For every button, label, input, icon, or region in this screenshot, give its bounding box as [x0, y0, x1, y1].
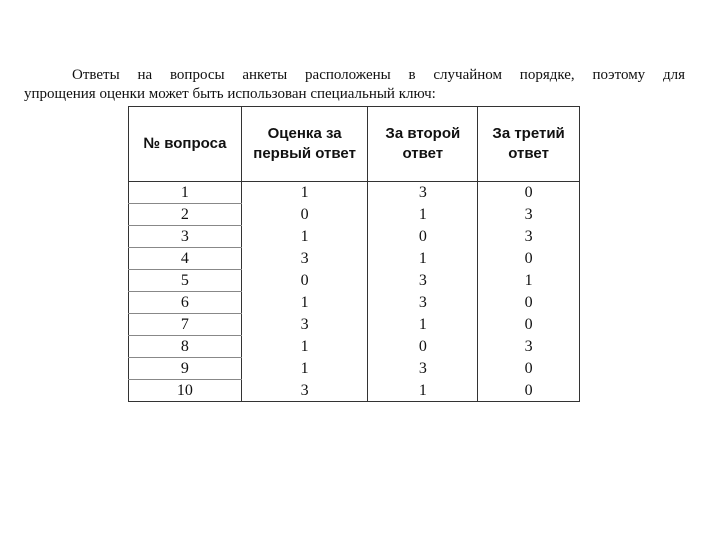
second-answer-score-cell: 1 [368, 314, 478, 336]
first-answer-score-cell: 1 [241, 182, 368, 204]
question-number-cell: 2 [129, 204, 242, 226]
header-question-number: № вопроса [129, 107, 242, 182]
table-header-row [129, 107, 580, 182]
table-row [129, 314, 580, 336]
third-answer-score-cell: 3 [478, 204, 580, 226]
third-answer-score-cell: 3 [478, 226, 580, 248]
first-answer-score-cell: 3 [241, 380, 368, 402]
table-row [129, 380, 580, 402]
first-answer-score-cell: 1 [241, 292, 368, 314]
question-number-cell: 9 [129, 358, 242, 380]
second-answer-score-cell: 3 [368, 292, 478, 314]
question-number-cell: 4 [129, 248, 242, 270]
second-answer-score-cell: 3 [368, 358, 478, 380]
answer-key-table [128, 106, 580, 402]
first-answer-score-cell: 0 [241, 270, 368, 292]
question-number-cell: 10 [129, 380, 242, 402]
first-answer-score-cell: 1 [241, 336, 368, 358]
table-row [129, 204, 580, 226]
second-answer-score-cell: 1 [368, 204, 478, 226]
intro-paragraph [24, 66, 685, 104]
table-row [129, 226, 580, 248]
question-number-cell: 7 [129, 314, 242, 336]
question-number-cell: 8 [129, 336, 242, 358]
second-answer-score-cell: 0 [368, 226, 478, 248]
second-answer-score-cell: 1 [368, 248, 478, 270]
third-answer-score-cell: 1 [478, 270, 580, 292]
first-answer-score-cell: 0 [241, 204, 368, 226]
third-answer-score-cell: 0 [478, 314, 580, 336]
table-row [129, 248, 580, 270]
third-answer-score-cell: 0 [478, 358, 580, 380]
second-answer-score-cell: 3 [368, 182, 478, 204]
table-row [129, 182, 580, 204]
question-number-cell: 6 [129, 292, 242, 314]
header-second-answer: За второй ответ [368, 107, 478, 182]
third-answer-score-cell: 0 [478, 292, 580, 314]
intro-line-1: Ответы на вопросы анкеты расположены в случайном порядке, поэтому для [72, 67, 685, 83]
header-first-answer: Оценка за первый ответ [241, 107, 368, 182]
table-row [129, 292, 580, 314]
first-answer-score-cell: 3 [241, 248, 368, 270]
third-answer-score-cell: 0 [478, 380, 580, 402]
header-third-answer: За третий ответ [478, 107, 580, 182]
table-row [129, 358, 580, 380]
question-number-cell: 1 [129, 182, 242, 204]
second-answer-score-cell: 1 [368, 380, 478, 402]
first-answer-score-cell: 1 [241, 226, 368, 248]
question-number-cell: 3 [129, 226, 242, 248]
first-answer-score-cell: 3 [241, 314, 368, 336]
table-row [129, 336, 580, 358]
third-answer-score-cell: 0 [478, 182, 580, 204]
intro-line-2: упрощения оценки может быть использован специальный ключ: [24, 86, 436, 102]
table-row [129, 270, 580, 292]
question-number-cell: 5 [129, 270, 242, 292]
second-answer-score-cell: 3 [368, 270, 478, 292]
third-answer-score-cell: 3 [478, 336, 580, 358]
second-answer-score-cell: 0 [368, 336, 478, 358]
first-answer-score-cell: 1 [241, 358, 368, 380]
third-answer-score-cell: 0 [478, 248, 580, 270]
